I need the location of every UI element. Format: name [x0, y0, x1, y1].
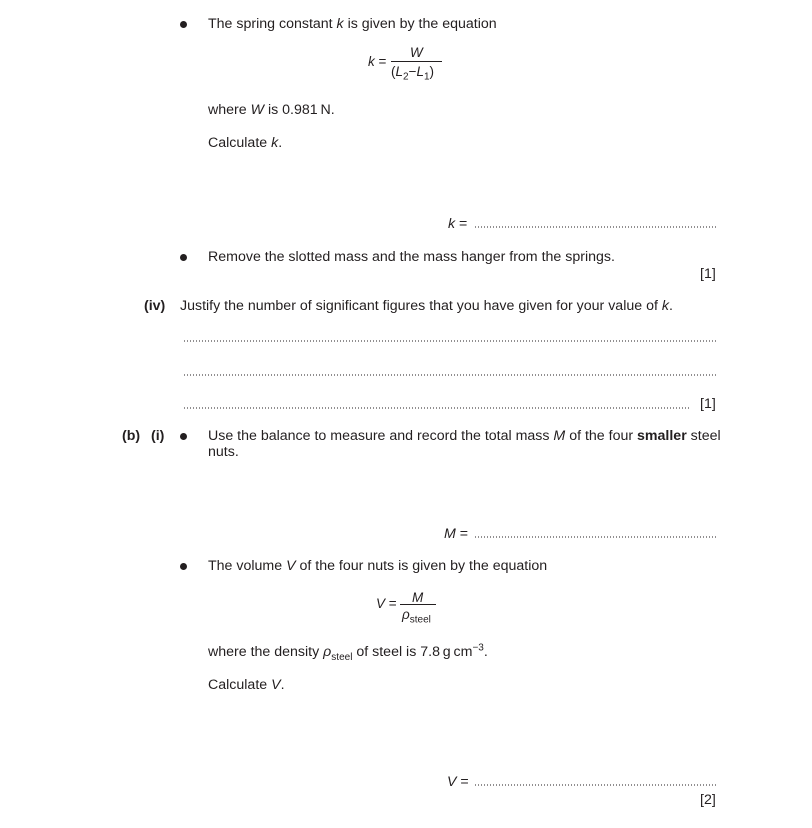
answer-line-iv-1[interactable]	[183, 340, 716, 342]
equation-v-lhs: V =	[376, 596, 397, 611]
where-w-text: where W is 0.981 N.	[208, 102, 335, 118]
remove-mass-text: Remove the slotted mass and the mass hanger from the springs.	[208, 249, 615, 265]
answer-line-iv-3[interactable]	[183, 407, 691, 409]
bullet-point	[180, 563, 187, 570]
equation-v-denominator: $\rho_{steel}$	[402, 607, 431, 626]
question-iv-text: Justify the number of significant figures that you have given for your value of k.	[180, 298, 673, 314]
calculate-k-text: Calculate k.	[208, 135, 283, 151]
answer-M-line[interactable]	[474, 536, 716, 538]
answer-V-line[interactable]	[474, 784, 716, 786]
bullet-point	[180, 21, 187, 28]
equation-k-lhs: k =	[368, 54, 387, 69]
calculate-v-text: Calculate V.	[208, 677, 285, 693]
spring-constant-intro: The spring constant k is given by the equation	[208, 16, 497, 32]
bullet-point	[180, 254, 187, 261]
question-label-i: (i)	[151, 428, 165, 444]
measure-mass-text: Use the balance to measure and record the total mass M of the four smaller steel	[208, 428, 721, 444]
mark-allocation: [1]	[700, 266, 716, 282]
question-label-b: (b)	[122, 428, 141, 444]
question-label-iv: (iv)	[144, 298, 166, 314]
mark-allocation: [1]	[700, 396, 716, 412]
equation-k-fraction-bar	[391, 61, 442, 62]
measure-mass-text-line2: nuts.	[208, 444, 239, 460]
equation-v-numerator: M	[412, 590, 424, 605]
where-density-text: where the density $\rho_{steel}$ of steel is 7.8 g $cm^{-3}$.	[208, 642, 488, 663]
equation-k-denominator: $(L_2-L_1)$	[391, 64, 435, 83]
answer-V-label: V =	[447, 774, 469, 790]
volume-intro-text: The volume V of the four nuts is given by the equation	[208, 558, 548, 574]
answer-line-iv-2[interactable]	[183, 374, 716, 376]
equation-v-fraction-bar	[400, 604, 436, 605]
answer-k-label: k =	[448, 216, 468, 232]
answer-k-line[interactable]	[474, 226, 716, 228]
equation-k-numerator: W	[410, 45, 423, 60]
bullet-point	[180, 433, 187, 440]
mark-allocation: [2]	[700, 792, 716, 808]
answer-M-label: M =	[444, 526, 469, 542]
